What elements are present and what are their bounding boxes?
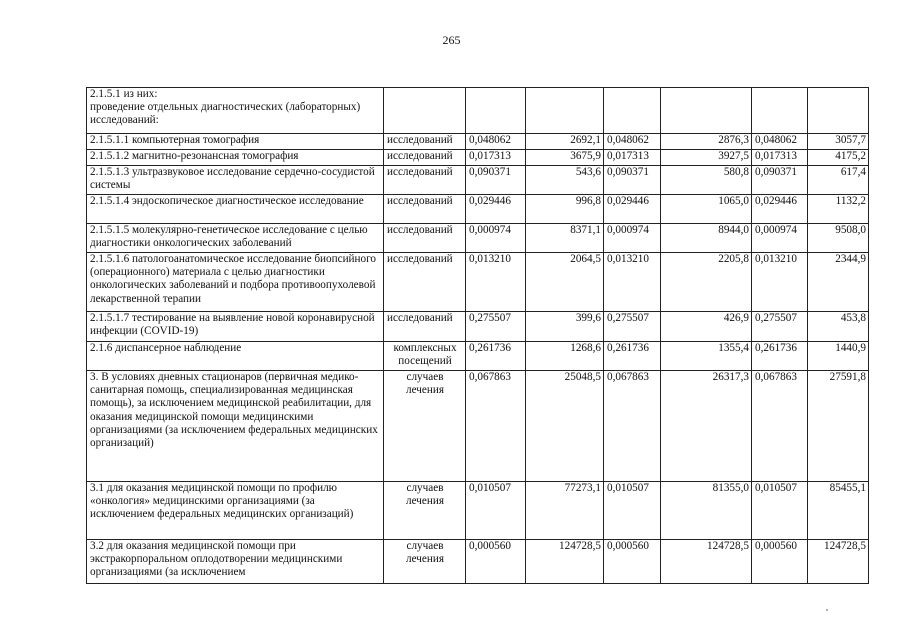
row-unit: исследований [384, 166, 466, 195]
cost-2025: 1132,2 [808, 195, 869, 224]
norm-2023: 0,013210 [466, 253, 526, 312]
cost-2025: 617,4 [808, 166, 869, 195]
cost-2024: 8944,0 [661, 224, 752, 253]
cost-2024 [661, 88, 752, 134]
cost-2023: 996,8 [526, 195, 604, 224]
norm-2023: 0,090371 [466, 166, 526, 195]
cost-2024: 2205,8 [661, 253, 752, 312]
cost-2023: 2064,5 [526, 253, 604, 312]
row-unit [384, 88, 466, 134]
cost-2023: 77273,1 [526, 482, 604, 540]
row-unit: случаев лечения [384, 371, 466, 482]
norm-2025: 0,067863 [752, 371, 808, 482]
norm-2023: 0,261736 [466, 342, 526, 371]
page-number: 265 [442, 33, 461, 47]
norm-2024: 0,000974 [604, 224, 661, 253]
cost-2024: 81355,0 [661, 482, 752, 540]
table-row [87, 224, 869, 253]
table-row [87, 371, 869, 482]
cost-2025: 27591,8 [808, 371, 869, 482]
table-row [87, 253, 869, 312]
cost-2024: 3927,5 [661, 150, 752, 166]
row-unit: исследований [384, 150, 466, 166]
table-row [87, 195, 869, 224]
norm-2025: 0,017313 [752, 150, 808, 166]
cost-2024: 580,8 [661, 166, 752, 195]
table-row [87, 134, 869, 150]
cost-2023: 8371,1 [526, 224, 604, 253]
cost-2025: 85455,1 [808, 482, 869, 540]
cost-2025: 124728,5 [808, 540, 869, 584]
cost-2023: 543,6 [526, 166, 604, 195]
row-name: 2.1.5.1.5 молекулярно-генетическое исследование с целью диагностики онкологических заболеваний [87, 224, 384, 253]
row-unit: исследований [384, 195, 466, 224]
row-unit: исследований [384, 224, 466, 253]
norm-2025: 0,029446 [752, 195, 808, 224]
norm-2023: 0,067863 [466, 371, 526, 482]
table-row [87, 482, 869, 540]
cost-2025: 3057,7 [808, 134, 869, 150]
table-body [87, 88, 869, 584]
norm-2025: 0,013210 [752, 253, 808, 312]
row-name: 2.1.5.1.3 ультразвуковое исследование сердечно-сосудистой системы [87, 166, 384, 195]
norm-2024: 0,010507 [604, 482, 661, 540]
table-row [87, 88, 869, 134]
norm-2024: 0,000560 [604, 540, 661, 584]
norms-table [86, 87, 869, 584]
row-name: 2.1.5.1 из них: проведение отдельных диагностических (лабораторных) исследований: [87, 88, 384, 134]
cost-2023: 124728,5 [526, 540, 604, 584]
cost-2025: 1440,9 [808, 342, 869, 371]
table-row [87, 342, 869, 371]
norm-2025: 0,010507 [752, 482, 808, 540]
row-unit: исследований [384, 253, 466, 312]
row-name: 2.1.5.1.1 компьютерная томография [87, 134, 384, 150]
norm-2023: 0,000974 [466, 224, 526, 253]
norm-2023: 0,029446 [466, 195, 526, 224]
norm-2024 [604, 88, 661, 134]
row-name: 2.1.5.1.4 эндоскопическое диагностическое исследование [87, 195, 384, 224]
row-unit: случаев лечения [384, 540, 466, 584]
cost-2025: 9508,0 [808, 224, 869, 253]
norm-2024: 0,013210 [604, 253, 661, 312]
norm-2024: 0,017313 [604, 150, 661, 166]
cost-2023: 399,6 [526, 312, 604, 342]
scan-speck [826, 609, 828, 611]
norm-2025: 0,090371 [752, 166, 808, 195]
table-row [87, 312, 869, 342]
norm-2024: 0,275507 [604, 312, 661, 342]
norm-2025: 0,048062 [752, 134, 808, 150]
cost-2025: 2344,9 [808, 253, 869, 312]
row-name: 2.1.5.1.7 тестирование на выявление новой коронавирусной инфекции (COVID-19) [87, 312, 384, 342]
cost-2025: 453,8 [808, 312, 869, 342]
cost-2024: 124728,5 [661, 540, 752, 584]
norm-2025: 0,275507 [752, 312, 808, 342]
norm-2023: 0,048062 [466, 134, 526, 150]
norm-2024: 0,048062 [604, 134, 661, 150]
cost-2024: 26317,3 [661, 371, 752, 482]
table-row [87, 540, 869, 584]
norm-2025: 0,000974 [752, 224, 808, 253]
row-name: 2.1.6 диспансерное наблюдение [87, 342, 384, 371]
norm-2024: 0,029446 [604, 195, 661, 224]
row-name: 2.1.5.1.6 патологоанатомическое исследование биопсийного (операционного) материала с целью диагностики онкологических заболеваний и подбора противоопухолевой лекарственной терапии [87, 253, 384, 312]
norm-2023: 0,017313 [466, 150, 526, 166]
row-name: 3.2 для оказания медицинской помощи при экстракорпоральном оплодотворении медицинскими организациями (за исключением [87, 540, 384, 584]
cost-2024: 1355,4 [661, 342, 752, 371]
cost-2024: 2876,3 [661, 134, 752, 150]
row-unit: исследований [384, 312, 466, 342]
row-unit: случаев лечения [384, 482, 466, 540]
row-unit: исследований [384, 134, 466, 150]
cost-2023 [526, 88, 604, 134]
norm-2024: 0,067863 [604, 371, 661, 482]
cost-2025: 4175,2 [808, 150, 869, 166]
norm-2024: 0,261736 [604, 342, 661, 371]
cost-2024: 426,9 [661, 312, 752, 342]
row-name: 3.1 для оказания медицинской помощи по профилю «онкология» медицинскими организациями (за исключением федеральных медицинских организаций) [87, 482, 384, 540]
norm-2023: 0,000560 [466, 540, 526, 584]
cost-2023: 1268,6 [526, 342, 604, 371]
cost-2023: 3675,9 [526, 150, 604, 166]
cost-2023: 2692,1 [526, 134, 604, 150]
norm-2023: 0,275507 [466, 312, 526, 342]
row-name: 2.1.5.1.2 магнитно-резонансная томография [87, 150, 384, 166]
norm-2024: 0,090371 [604, 166, 661, 195]
norm-2025: 0,261736 [752, 342, 808, 371]
norm-2023 [466, 88, 526, 134]
row-unit: комплексных посещений [384, 342, 466, 371]
norm-2025: 0,000560 [752, 540, 808, 584]
norm-2025 [752, 88, 808, 134]
norm-2023: 0,010507 [466, 482, 526, 540]
cost-2025 [808, 88, 869, 134]
table-row [87, 150, 869, 166]
cost-2024: 1065,0 [661, 195, 752, 224]
table-row [87, 166, 869, 195]
row-name: 3. В условиях дневных стационаров (первичная медико-санитарная помощь, специализированная медицинская помощь), за исключением медицинской реабилитации, для оказания медицинской помощи медицинскими организациями (за исключением федеральных медицинских организаций) [87, 371, 384, 482]
cost-2023: 25048,5 [526, 371, 604, 482]
